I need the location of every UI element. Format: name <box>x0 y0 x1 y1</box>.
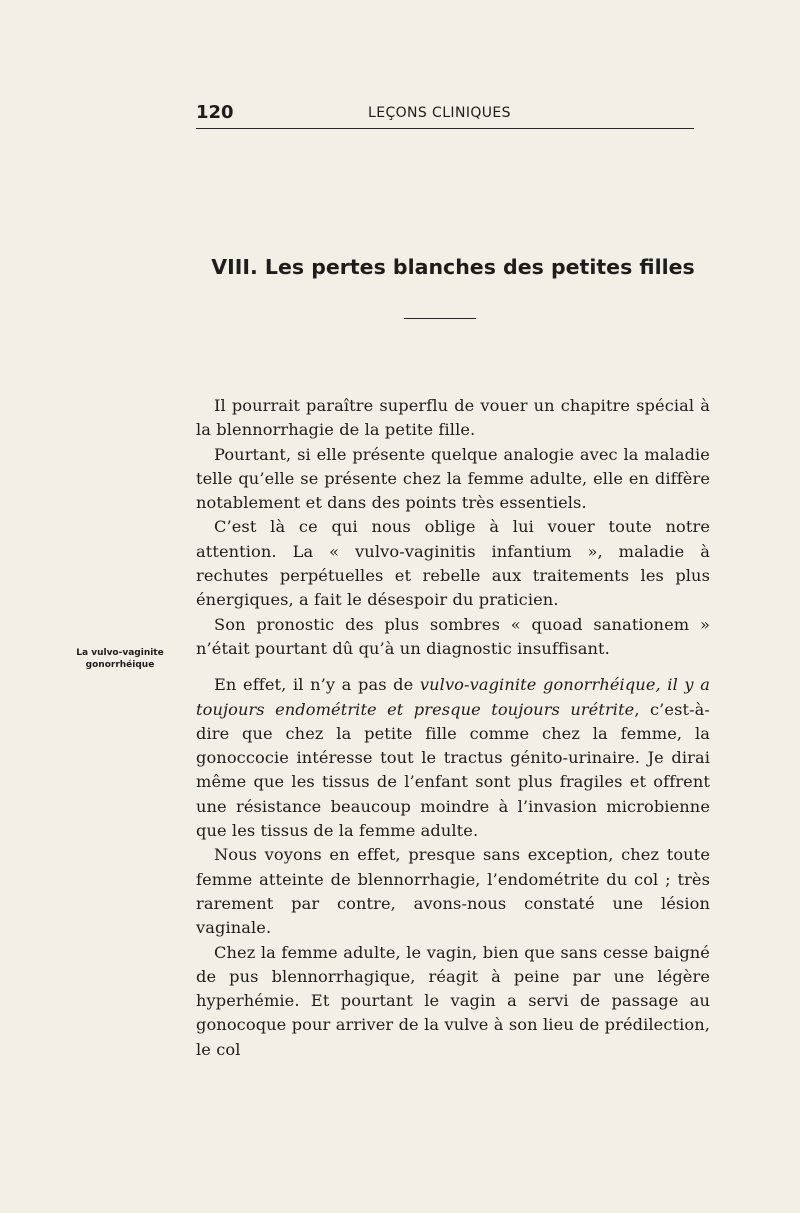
title-divider <box>404 318 476 319</box>
margin-note <box>50 647 190 671</box>
paragraph-5-emphasis: vulvo-vaginite gonorrhéique, il y a toujours endométrite et presque toujours urétrite <box>196 675 710 719</box>
margin-note-line-1: La vulvo-vaginite <box>76 648 164 658</box>
running-header <box>196 100 694 129</box>
paragraph-5-start: En effet, il n’y a pas de <box>214 675 420 695</box>
chapter-title: VIII. Les pertes blanches des petites filles <box>211 255 695 279</box>
paragraph-3: C’est là ce qui nous oblige à lui vouer toute notre attention. La « vulvo-vaginitis infantium », maladie à rechutes perpétuelles et rebelle aux traitements les plus énergiques, a fait le désespoir du praticien. <box>196 517 710 610</box>
paragraph-2: Pourtant, si elle présente quelque analogie avec la maladie telle qu’elle se présente chez la femme adulte, elle en diffère notablement et dans des points très essentiels. <box>196 444 710 513</box>
running-title: LEÇONS CLINIQUES <box>368 105 511 121</box>
paragraph-1: Il pourrait paraître superflu de vouer un chapitre spécial à la blennorrhagie de la petite fille. <box>196 396 710 440</box>
margin-note-line-2: gonorrhéique <box>85 660 155 670</box>
paragraph-6: Nous voyons en effet, presque sans exception, chez toute femme atteinte de blennorrhagie, l’endométrite du col ; très rarement par contre, avons-nous constaté une lésion vaginale. <box>196 845 710 938</box>
page-number: 120 <box>196 102 234 123</box>
paragraph-5-end: , c’est-à-dire que chez la petite fille comme chez la femme, la gonoccocie intéresse tout le tractus génito-urinaire. Je dirai même que les tissus de l’enfant sont plus fragiles et offrent une résistance beaucoup moindre à l’invasion microbienne que les tissus de la femme adulte. <box>196 699 710 841</box>
body-text <box>196 394 710 1062</box>
paragraph-4: Son pronostic des plus sombres « quoad sanationem » n’était pourtant dû qu’à un diagnostic insuffisant. <box>196 614 710 658</box>
paragraph-7: Chez la femme adulte, le vagin, bien que sans cesse baigné de pus blennorrhagique, réagit à peine par une légère hyperhémie. Et pourtant le vagin a servi de passage au gonocoque pour arriver de la vulve à son lieu de prédilection, le col <box>196 942 710 1059</box>
paragraph-5 <box>196 673 710 843</box>
